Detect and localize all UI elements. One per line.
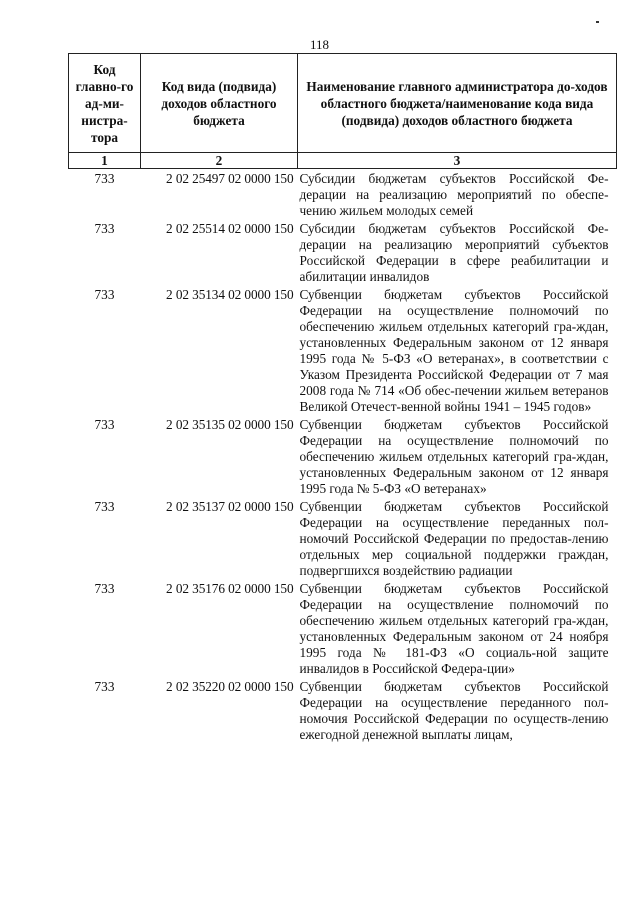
table-column-number-row [69, 153, 617, 169]
column-number-1: 1 [69, 153, 141, 169]
admin-code-cell: 733 [94, 287, 115, 302]
description-cell: Субсидии бюджетам субъектов Российской Фе-дерации на реализацию мероприятий по обеспе-чению жильем молодых семей [299, 171, 609, 218]
table-row [69, 579, 617, 677]
table-row [69, 219, 617, 285]
table-row [69, 677, 617, 743]
admin-code-cell: 733 [94, 581, 115, 596]
table-row [69, 285, 617, 415]
admin-code-cell: 733 [94, 679, 115, 694]
income-code-cell: 2 02 25497 02 0000 150 [166, 171, 294, 186]
page-number: 118 [309, 37, 330, 52]
header-admin-code: Код главно-го ад-ми-нистра-тора [69, 54, 141, 153]
header-description: Наименование главного администратора до-ходов областного бюджета/наименование кода вида (подвида) доходов областного бюджета [298, 54, 617, 153]
admin-code-cell: 733 [94, 221, 115, 236]
description-cell: Субвенции бюджетам субъектов Российской Федерации на осуществление полномочий по обеспечению жильем отдельных категорий гра-ждан, установленных Федеральным законом от 24 ноября 1995 года № 181-ФЗ «О социаль-ной защите инвалидов в Российской Федера-ции» [299, 581, 609, 676]
description-cell: Субвенции бюджетам субъектов Российской Федерации на осуществление полномочий по обеспечению жильем отдельных категорий гра-ждан, установленных Федеральным законом от 12 января 1995 года № 5-ФЗ «О ветеранах» [299, 417, 609, 496]
income-code-cell: 2 02 35135 02 0000 150 [166, 417, 294, 432]
admin-code-cell: 733 [94, 171, 115, 186]
income-code-cell: 2 02 35220 02 0000 150 [166, 679, 294, 694]
income-code-cell: 2 02 35176 02 0000 150 [166, 581, 294, 596]
table-row [69, 169, 617, 220]
description-cell: Субвенции бюджетам субъектов Российской Федерации на осуществление переданного пол-номочия Российской Федерации по осуществ-лению ежегодной денежной выплаты лицам, [299, 679, 609, 742]
income-code-cell: 2 02 35137 02 0000 150 [166, 499, 294, 514]
budget-income-table [68, 53, 617, 743]
table-row [69, 497, 617, 579]
admin-code-cell: 733 [94, 499, 115, 514]
description-cell: Субвенции бюджетам субъектов Российской Федерации на осуществление переданных пол-номочий Российской Федерации по предостав-лению отдельных мер социальной поддержки граждан, подвергшихся воздействию радиации [299, 499, 609, 578]
description-cell: Субсидии бюджетам субъектов Российской Фе-дерации на реализацию мероприятий субъектов Российской Федерации в сфере реабилитации и абилитации инвалидов [299, 221, 609, 284]
scan-mark [596, 21, 599, 23]
description-cell: Субвенции бюджетам субъектов Российской Федерации на осуществление полномочий по обеспечению жильем отдельных категорий гра-ждан, установленных Федеральным законом от 12 января 1995 года № 5-ФЗ «О ветеранах», в соответствии с Указом Президента Российской Федерации от 7 мая 2008 года № 714 «Об обес-печении жильем ветеранов Великой Отечест-венной войны 1941 – 1945 годов» [299, 287, 609, 414]
column-number-2: 2 [141, 153, 298, 169]
table-header-row [69, 54, 617, 153]
header-income-code: Код вида (подвида) доходов областного бюджета [141, 54, 298, 153]
income-code-cell: 2 02 25514 02 0000 150 [166, 221, 294, 236]
admin-code-cell: 733 [94, 417, 115, 432]
column-number-3: 3 [298, 153, 617, 169]
income-code-cell: 2 02 35134 02 0000 150 [166, 287, 294, 302]
table-row [69, 415, 617, 497]
